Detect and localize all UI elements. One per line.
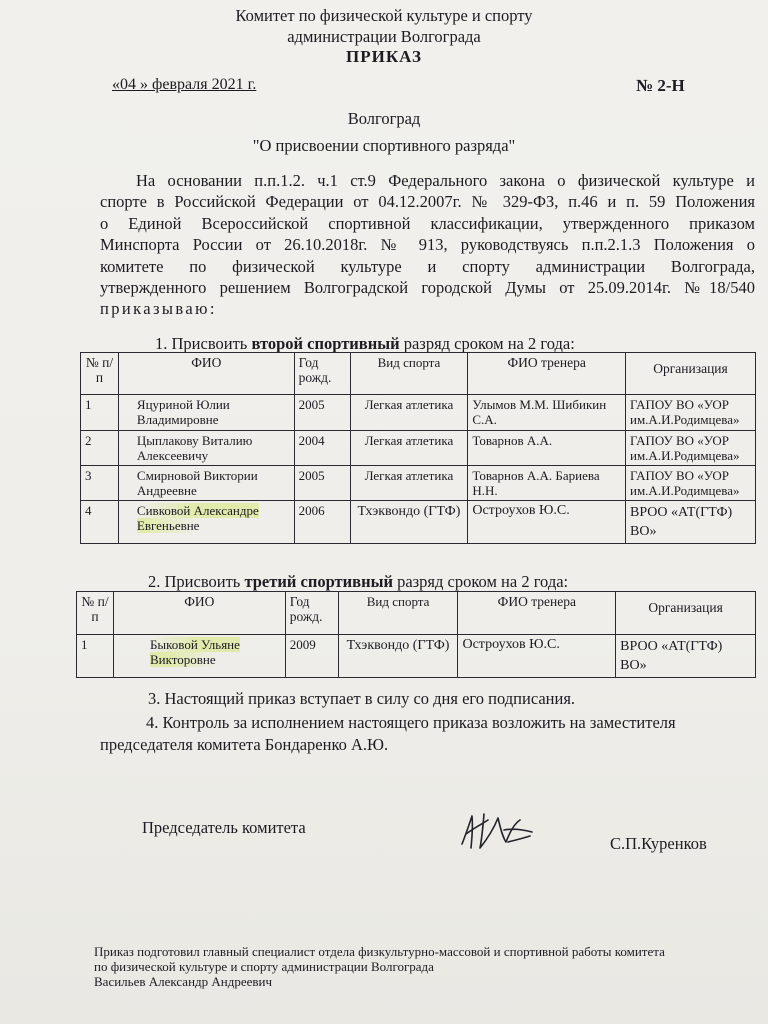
footer-line: Приказ подготовил главный специалист отдела физкультурно-массовой и спортивной работы комитета [94, 944, 665, 959]
cell-org: ВРОО «АТ(ГТФ) ВО» [616, 635, 756, 678]
preamble-line: спорте в Российской Федерации от 04.12.2007г. № 329-ФЗ, п.46 и п. 59 Положения [100, 192, 755, 212]
cell-sport: Легкая атлетика [350, 395, 468, 431]
cell-sport: Тхэквондо (ГТФ) [338, 635, 458, 678]
order-subject: "О присвоении спортивного разряда" [252, 136, 516, 155]
cell-coach: Остроухов Ю.С. [468, 501, 626, 544]
preamble-line: утвержденного решением Волгоградской городской Думы от 25.09.2014г. №18/540 [100, 277, 755, 297]
item-1-suffix: разряд сроком на 2 года: [399, 334, 575, 353]
cell-fio: Яцуриной Юлии Владимировне [118, 395, 294, 431]
item-1-bold: второй спортивный [251, 334, 400, 353]
order-date: «04 » февраля 2021 г. [112, 76, 257, 93]
table-row [77, 635, 756, 678]
cell-org: ГАПОУ ВО «УОР им.А.И.Родимцева» [626, 431, 756, 466]
cell-year: 2009 [285, 635, 338, 678]
city: Волгоград [347, 109, 421, 128]
item-3: 3. Настоящий приказ вступает в силу со дня его подписания. [148, 689, 576, 708]
cell-coach: Улымов М.М. Шибикин С.А. [468, 395, 626, 431]
header-org: Организация [626, 353, 756, 395]
header-fio: ФИО [113, 592, 285, 635]
cell-fio: Цыплакову Виталию Алексеевичу [118, 431, 294, 466]
preamble-line: На основании п.п.1.2. ч.1 ст.9 Федерального закона о физической культуре и [136, 171, 755, 190]
item-2-bold: третий спортивный [244, 572, 393, 591]
header-year: Год рожд. [294, 353, 350, 395]
cell-sport: Легкая атлетика [350, 431, 468, 466]
cell-fio: Смирновой Виктории Андреевне [118, 466, 294, 501]
cell-org: ГАПОУ ВО «УОР им.А.И.Родимцева» [626, 466, 756, 501]
document-type: ПРИКАЗ [346, 47, 422, 66]
handwritten-signature [458, 808, 536, 854]
cell-fio [118, 501, 294, 544]
table-third-category [76, 591, 756, 678]
cell-year: 2004 [294, 431, 350, 466]
signatory-name: С.П.Куренков [610, 834, 707, 853]
cell-year: 2005 [294, 395, 350, 431]
header-fio: ФИО [118, 353, 294, 395]
header-num: № п/п [77, 592, 114, 635]
table-row [81, 395, 756, 431]
cell-org: ГАПОУ ВО «УОР им.А.И.Родимцева» [626, 395, 756, 431]
item-4-line-1: 4. Контроль за исполнением настоящего приказа возложить на заместителя [146, 713, 676, 732]
table-row [81, 501, 756, 544]
footer-line: по физической культуре и спорту администрации Волгограда [94, 959, 434, 974]
cell-num: 1 [81, 395, 119, 431]
order-number: № 2-Н [636, 76, 685, 95]
committee-line-2: администрации Волгограда [287, 27, 481, 46]
cell-fio [113, 635, 285, 678]
header-sport: Вид спорта [350, 353, 468, 395]
item-1-heading [155, 334, 575, 354]
committee-line-1: Комитет по физической культуре и спорту [235, 6, 533, 25]
header-coach: ФИО тренера [468, 353, 626, 395]
table-row [81, 466, 756, 501]
cell-sport: Легкая атлетика [350, 466, 468, 501]
highlighted-name: Сивковой Александре Евгеньевне [136, 503, 259, 533]
header-sport: Вид спорта [338, 592, 458, 635]
cell-coach: Товарнов А.А. Бариева Н.Н. [468, 466, 626, 501]
item-2-suffix: разряд сроком на 2 года: [392, 572, 569, 591]
item-1-prefix: 1. Присвоить [155, 334, 252, 353]
header-num: № п/п [81, 353, 119, 395]
cell-sport: Тхэквондо (ГТФ) [350, 501, 468, 544]
cell-num: 1 [77, 635, 114, 678]
preamble-paragraph [100, 170, 755, 320]
cell-num: 4 [81, 501, 119, 544]
header-year: Год рожд. [285, 592, 338, 635]
cell-year: 2006 [294, 501, 350, 544]
cell-coach: Товарнов А.А. [468, 431, 626, 466]
preamble-line: комитете по физической культуре и спорту администрации Волгограда, [100, 256, 755, 276]
preamble-line: Минспорта России от 26.10.2018г. № 913, руководствуясь п.п.2.1.3 Положения о [100, 235, 755, 255]
signatory-title: Председатель комитета [142, 818, 306, 837]
cell-num: 3 [81, 466, 119, 501]
preamble-line: о Единой Всероссийской спортивной классификации, утвержденного приказом [100, 213, 755, 233]
cell-year: 2005 [294, 466, 350, 501]
item-2-prefix: 2. Присвоить [148, 572, 245, 591]
table-header-row [77, 592, 756, 635]
cell-coach: Остроухов Ю.С. [458, 635, 616, 678]
table-row [81, 431, 756, 466]
table-header-row [81, 353, 756, 395]
header-org: Организация [616, 592, 756, 635]
item-4-line-2: председателя комитета Бондаренко А.Ю. [100, 735, 389, 754]
footer-note [94, 944, 754, 989]
cell-num: 2 [81, 431, 119, 466]
highlighted-name: Быковой Ульяне Викторовне [149, 637, 240, 667]
cell-org: ВРОО «АТ(ГТФ) ВО» [626, 501, 756, 544]
footer-line: Васильев Александр Андреевич [94, 974, 273, 989]
header-coach: ФИО тренера [458, 592, 616, 635]
item-2-heading [148, 572, 568, 592]
table-second-category [80, 352, 756, 544]
preamble-line: приказываю: [100, 299, 217, 319]
